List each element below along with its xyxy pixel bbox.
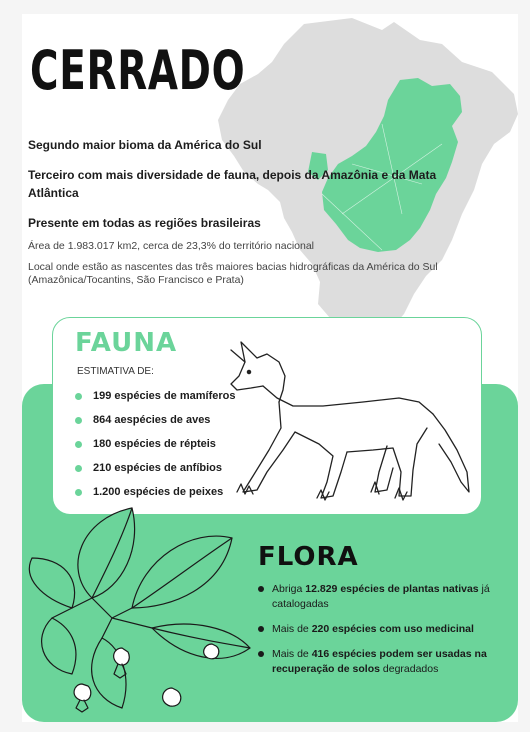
fauna-item: 210 espécies de anfíbios (75, 456, 235, 480)
flora-item (258, 622, 508, 637)
fauna-card (52, 317, 482, 515)
fauna-item: 864 aespécies de aves (75, 408, 235, 432)
flora-item-highlight: 416 espécies podem ser usadas na recuperação de solos (272, 648, 487, 675)
infographic-card (22, 14, 518, 722)
page-title: CERRADO (30, 39, 246, 102)
flora-item-pre: Mais de (272, 623, 312, 635)
fauna-item: 199 espécies de mamíferos (75, 384, 235, 408)
maned-wolf-illustration (223, 332, 473, 510)
intro-note: Área de 1.983.017 km2, cerca de 23,3% do território nacional (28, 240, 315, 252)
flora-item-pre: Abriga (272, 583, 306, 595)
flora-title: FLORA (258, 542, 359, 572)
fauna-title: FAUNA (75, 328, 178, 358)
fauna-item: 1.200 espécies de peixes (75, 480, 235, 504)
flora-item (258, 647, 508, 677)
flora-item-pre: Mais de (272, 648, 312, 660)
flora-item-post: degradados (379, 663, 439, 675)
intro-bullet: Presente em todas as regiões brasileiras (22, 214, 484, 232)
fauna-list (75, 384, 235, 504)
flora-list (258, 582, 508, 687)
fauna-item: 180 espécies de répteis (75, 432, 235, 456)
intro-note: Local onde estão as nascentes das três maiores bacias hidrográficas da América do Sul (Amazônica/Tocantins, São Francisco e Prata) (28, 261, 438, 286)
intro-bullet: Segundo maior bioma da América do Sul (22, 136, 484, 154)
intro-section (22, 136, 484, 295)
fauna-subtitle: ESTIMATIVA DE: (77, 366, 154, 377)
cashew-plant-illustration (22, 498, 252, 722)
flora-item-post: já catalogadas (272, 583, 490, 610)
flora-item (258, 582, 508, 612)
flora-item-highlight: 220 espécies com uso medicinal (311, 623, 474, 635)
flora-item-highlight: 12.829 espécies de plantas nativas (305, 583, 479, 595)
intro-bullet: Terceiro com mais diversidade de fauna, depois da Amazônia e da Mata Atlântica (22, 166, 484, 202)
